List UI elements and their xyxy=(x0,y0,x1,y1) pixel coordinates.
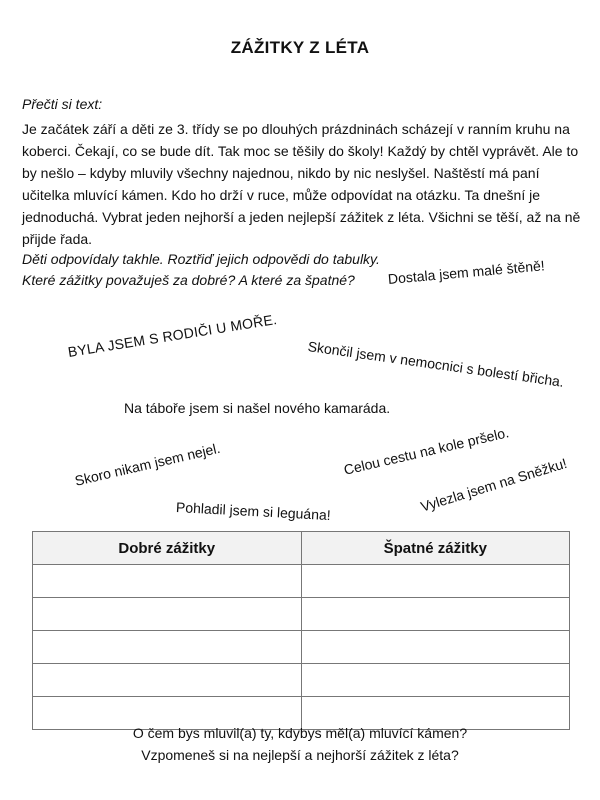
sorting-table xyxy=(32,531,570,730)
good-experiences-header: Dobré zážitky xyxy=(33,532,302,565)
worksheet-title: ZÁŽITKY Z LÉTA xyxy=(230,38,370,57)
story-text xyxy=(22,118,582,250)
task-line: Které zážitky považuješ za dobré? A které za špatné? xyxy=(22,272,355,288)
experience-statement: BYLA JSEM S RODIČI U MOŘE. xyxy=(66,311,279,360)
good-cell[interactable] xyxy=(33,598,302,631)
table-row xyxy=(33,598,570,631)
closing-question: O čem bys mluvil(a) ty, kdybys měl(a) mluvící kámen? xyxy=(132,725,468,741)
story-line: by nešlo – kdyby mluvily všechny najednou, nikdo by nic neslyšel. Naštěstí má paní xyxy=(22,165,540,181)
bad-cell[interactable] xyxy=(301,631,570,664)
story-line: přijde řada. xyxy=(22,231,93,247)
table-row xyxy=(33,664,570,697)
task-line: Děti odpovídaly takhle. Roztřiď jejich odpovědi do tabulky. xyxy=(22,251,380,267)
experience-statement: Na táboře jsem si našel nového kamaráda. xyxy=(124,400,391,416)
experience-statement: Skoro nikam jsem nejel. xyxy=(73,439,222,489)
experience-statement: Vylezla jsem na Sněžku! xyxy=(418,454,569,515)
experience-statement: Celou cestu na kole pršelo. xyxy=(342,424,511,478)
closing-question: Vzpomeneš si na nejlepší a nejhorší zážitek z léta? xyxy=(141,747,459,763)
task-instruction xyxy=(22,249,380,291)
table-row xyxy=(33,565,570,598)
good-cell[interactable] xyxy=(33,565,302,598)
good-cell[interactable] xyxy=(33,631,302,664)
read-instruction: Přečti si text: xyxy=(22,96,103,112)
story-line: učitelka mluvící kámen. Kdo ho drží v ruce, může odpovídat na otázku. Ta dnešní je xyxy=(22,187,541,203)
table-row xyxy=(33,631,570,664)
bad-cell[interactable] xyxy=(301,598,570,631)
experience-statement: Skončil jsem v nemocnici s bolestí břicha. xyxy=(306,338,565,390)
bad-cell[interactable] xyxy=(301,664,570,697)
story-line: jednoduchá. Vybrat jeden nejhorší a jeden nejlepší zážitek z léta. Všichni se těší, až na ně xyxy=(22,209,581,225)
bad-cell[interactable] xyxy=(301,565,570,598)
bad-experiences-header: Špatné zážitky xyxy=(301,532,570,565)
good-cell[interactable] xyxy=(33,664,302,697)
experience-statement: Pohladil jsem si leguána! xyxy=(175,499,332,524)
story-line: Je začátek září a děti ze 3. třídy se po dlouhých prázdninách scházejí v ranním kruhu na xyxy=(22,121,570,137)
story-line: koberci. Čekají, co se bude dít. Tak moc se těšily do školy! Každý by chtěl vyprávět. Ale to xyxy=(22,143,579,159)
experience-statement: Dostala jsem malé štěně! xyxy=(387,257,546,287)
